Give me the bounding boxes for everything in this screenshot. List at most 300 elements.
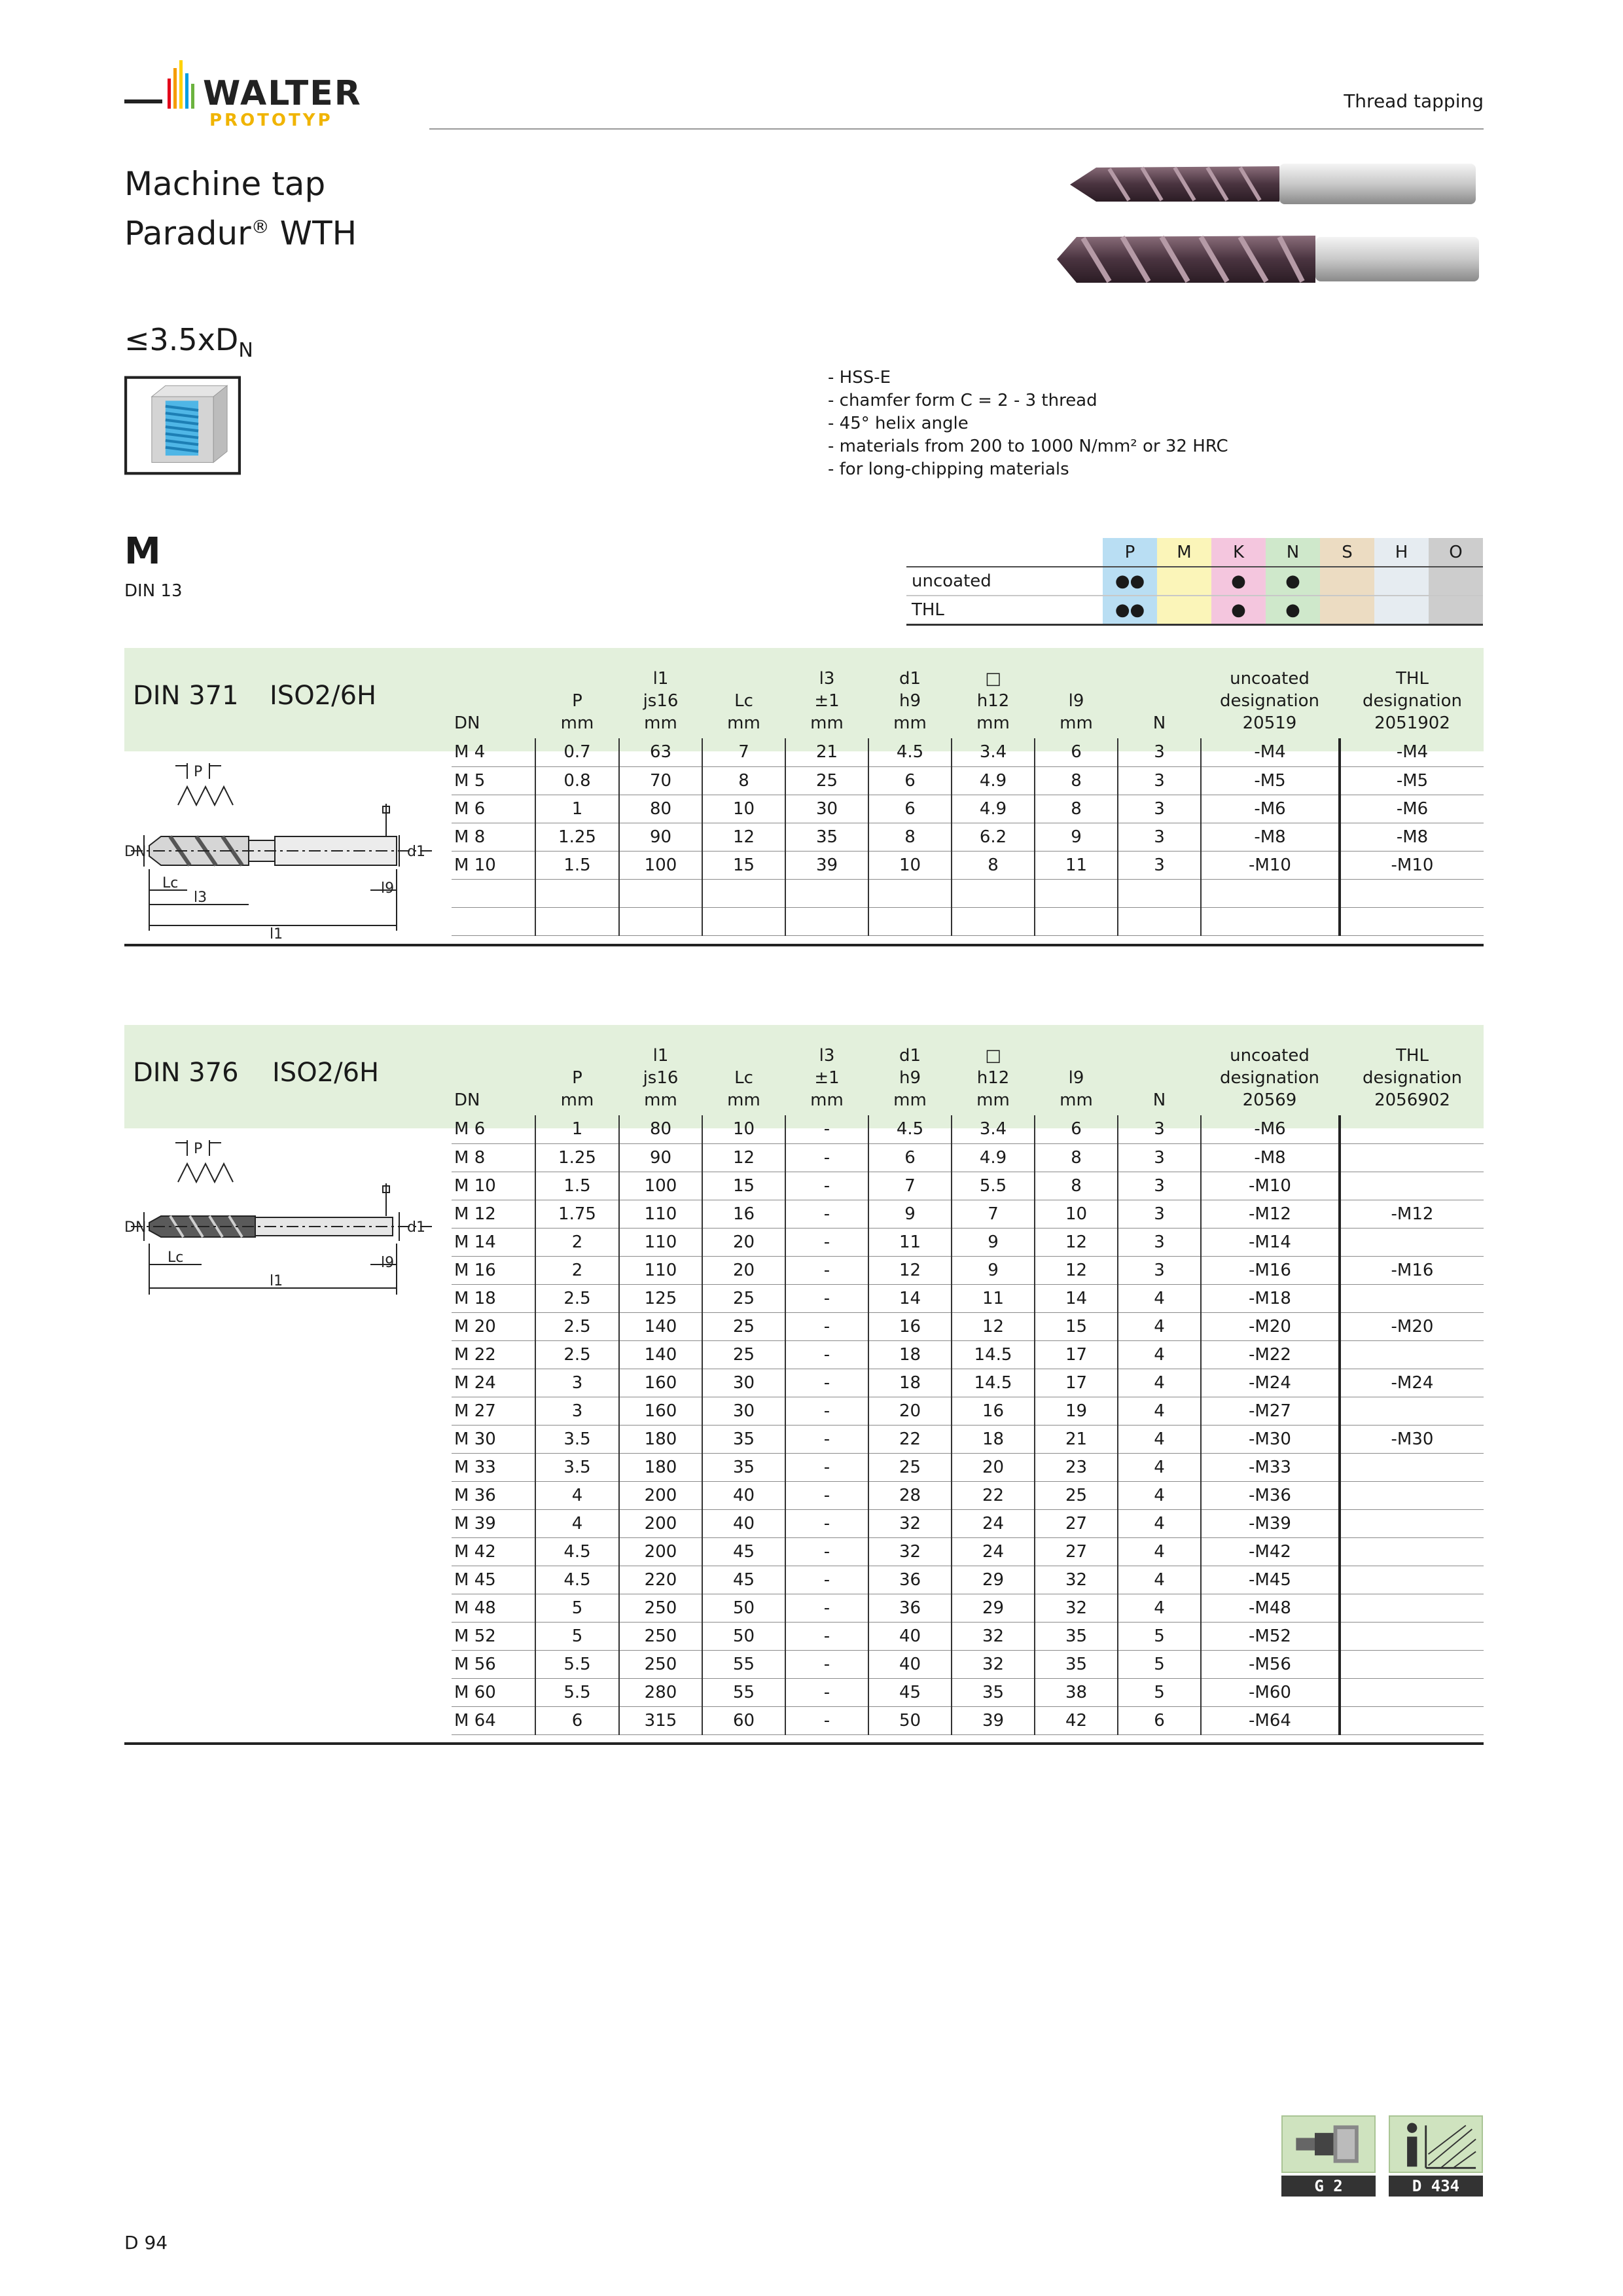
table-cell: 3 xyxy=(1118,823,1201,851)
table-cell xyxy=(1340,1172,1484,1200)
column-header xyxy=(785,1045,868,1115)
matrix-cell: ● xyxy=(1211,567,1266,596)
column-header-line: uncoated xyxy=(1230,1046,1310,1066)
table-cell: 4 xyxy=(1118,1312,1201,1340)
table-cell: -M10 xyxy=(1201,1172,1340,1200)
table-cell: 5 xyxy=(535,1622,619,1650)
table-cell: 11 xyxy=(952,1284,1035,1312)
table-cell: 12 xyxy=(952,1312,1035,1340)
column-header-line: l9 xyxy=(1068,1068,1084,1088)
table-cell: M 22 xyxy=(452,1340,535,1369)
table-cell: 40 xyxy=(702,1481,785,1509)
table-cell: M 5 xyxy=(452,766,535,795)
table-row xyxy=(452,766,1484,795)
table-cell: 160 xyxy=(619,1369,702,1397)
table-cell: 32 xyxy=(868,1537,952,1566)
matrix-row-label: THL xyxy=(906,596,1103,624)
drawing-label-lc: Lc xyxy=(162,875,179,891)
table-cell: 3.5 xyxy=(535,1425,619,1453)
table-cell: M 12 xyxy=(452,1200,535,1228)
table-row xyxy=(452,823,1484,851)
table-cell: - xyxy=(785,1622,868,1650)
table-cell: 5 xyxy=(1118,1650,1201,1678)
drawing-label-l3: l3 xyxy=(194,889,207,906)
table-cell: 29 xyxy=(952,1594,1035,1622)
table-cell xyxy=(1340,1453,1484,1481)
table-cell: 25 xyxy=(785,766,868,795)
table-cell: 4.9 xyxy=(952,766,1035,795)
table-cell: 200 xyxy=(619,1509,702,1537)
column-header-line: mm xyxy=(976,1090,1010,1110)
table-cell xyxy=(868,879,952,907)
table-cell: 28 xyxy=(868,1481,952,1509)
table-cell: M 45 xyxy=(452,1566,535,1594)
product-title xyxy=(124,162,357,255)
column-header-line: designation xyxy=(1363,691,1462,711)
table-row xyxy=(452,1115,1484,1143)
matrix-header-row xyxy=(906,538,1483,567)
table-cell: M 30 xyxy=(452,1425,535,1453)
table-cell: -M27 xyxy=(1201,1397,1340,1425)
table-cell: 15 xyxy=(702,851,785,879)
column-header-line xyxy=(454,668,535,690)
material-group-letter: M xyxy=(124,530,161,573)
table-cell: 11 xyxy=(1035,851,1118,879)
table-row xyxy=(452,1312,1484,1340)
table-row xyxy=(452,1594,1484,1622)
table-cell: -M30 xyxy=(1340,1425,1484,1453)
table-cell: 32 xyxy=(1035,1566,1118,1594)
table-cell: M 60 xyxy=(452,1678,535,1706)
table-cell: -M56 xyxy=(1201,1650,1340,1678)
table-cell: M 33 xyxy=(452,1453,535,1481)
table-row xyxy=(452,1200,1484,1228)
table-cell xyxy=(702,879,785,907)
table-cell: -M8 xyxy=(1340,823,1484,851)
table-row xyxy=(452,1143,1484,1172)
table-cell: 4 xyxy=(1118,1594,1201,1622)
column-header-line: h12 xyxy=(976,1068,1010,1088)
table-cell: -M22 xyxy=(1201,1340,1340,1369)
column-header xyxy=(952,668,1035,738)
column-header xyxy=(1118,668,1201,738)
table-cell: 4 xyxy=(1118,1566,1201,1594)
matrix-cell: ● xyxy=(1266,567,1320,596)
table-cell xyxy=(1340,1228,1484,1256)
table-cell: -M6 xyxy=(1201,1115,1340,1143)
reference-g2[interactable] xyxy=(1281,2115,1376,2197)
column-header xyxy=(1201,1045,1340,1115)
table-cell: -M52 xyxy=(1201,1622,1340,1650)
table-cell: 10 xyxy=(702,795,785,823)
table-cell: 39 xyxy=(952,1706,1035,1734)
table-cell xyxy=(785,907,868,935)
din371-table-body xyxy=(452,738,1484,935)
table-cell: M 18 xyxy=(452,1284,535,1312)
column-header-line: □ xyxy=(985,669,1001,689)
table-cell xyxy=(1035,879,1118,907)
table-cell: 4.9 xyxy=(952,795,1035,823)
table-cell: 8 xyxy=(868,823,952,851)
table-cell: - xyxy=(785,1481,868,1509)
table-cell xyxy=(1340,1115,1484,1143)
table-cell: M 20 xyxy=(452,1312,535,1340)
din376-table-header xyxy=(452,1045,1484,1115)
svg-text:WALTER: WALTER xyxy=(203,74,362,113)
header-row xyxy=(452,1045,1484,1115)
matrix-cell: ● xyxy=(1266,596,1320,624)
table-cell: 18 xyxy=(952,1425,1035,1453)
table-cell: 27 xyxy=(1035,1509,1118,1537)
column-header-line: designation xyxy=(1220,691,1319,711)
column-header-line: 2056902 xyxy=(1374,1090,1450,1110)
table-cell: 32 xyxy=(1035,1594,1118,1622)
din371-table-header xyxy=(452,668,1484,738)
column-header-line: mm xyxy=(810,713,844,733)
table-cell: 40 xyxy=(702,1509,785,1537)
column-header-line xyxy=(1035,1045,1118,1067)
table-cell: 9 xyxy=(952,1256,1035,1284)
column-header-line: ±1 xyxy=(814,691,840,711)
table-cell: 200 xyxy=(619,1537,702,1566)
table-cell: -M60 xyxy=(1201,1678,1340,1706)
table-cell: 4.5 xyxy=(868,738,952,766)
table-cell: - xyxy=(785,1678,868,1706)
column-header-line: □ xyxy=(985,1046,1001,1066)
table-cell: 36 xyxy=(868,1566,952,1594)
table-cell: 12 xyxy=(702,823,785,851)
matrix-col-o: O xyxy=(1429,538,1483,567)
table-cell: 36 xyxy=(868,1594,952,1622)
matrix-col-k: K xyxy=(1211,538,1266,567)
table-row xyxy=(452,1537,1484,1566)
column-header xyxy=(535,1045,619,1115)
table-cell: 6 xyxy=(868,766,952,795)
table-cell: 40 xyxy=(868,1622,952,1650)
column-header-line: mm xyxy=(1060,713,1093,733)
table-cell xyxy=(1340,1481,1484,1509)
table-cell: 110 xyxy=(619,1228,702,1256)
table-cell xyxy=(1340,1678,1484,1706)
drawing-label-d1: d1 xyxy=(407,1219,425,1236)
column-header-line: mm xyxy=(893,713,927,733)
depth-rating: $\le 3.5xD_N$ xyxy=(124,322,253,363)
table-cell: 3 xyxy=(1118,795,1201,823)
table-cell xyxy=(1340,907,1484,935)
table-cell xyxy=(952,907,1035,935)
table-cell: 80 xyxy=(619,1115,702,1143)
table-cell: 1 xyxy=(535,795,619,823)
table-cell: 30 xyxy=(702,1369,785,1397)
table-cell: M 14 xyxy=(452,1228,535,1256)
table-cell: 1.5 xyxy=(535,851,619,879)
table-cell: 55 xyxy=(702,1650,785,1678)
table-row xyxy=(452,907,1484,935)
table-cell: - xyxy=(785,1509,868,1537)
table-cell: -M12 xyxy=(1201,1200,1340,1228)
table-cell: -M8 xyxy=(1201,823,1340,851)
drawing-label-lc: Lc xyxy=(168,1249,184,1266)
table-cell: M 42 xyxy=(452,1537,535,1566)
header-row xyxy=(452,668,1484,738)
table-cell: 6 xyxy=(868,795,952,823)
table-cell: 50 xyxy=(702,1622,785,1650)
column-header-line: d1 xyxy=(899,669,921,689)
column-header xyxy=(452,1045,535,1115)
table-cell: 11 xyxy=(868,1228,952,1256)
table-cell: 0.7 xyxy=(535,738,619,766)
column-header xyxy=(785,668,868,738)
table-cell: 45 xyxy=(868,1678,952,1706)
table-row xyxy=(452,1172,1484,1200)
table-cell: 315 xyxy=(619,1706,702,1734)
table-cell xyxy=(1340,879,1484,907)
table-cell: 4.5 xyxy=(535,1537,619,1566)
table-cell: 10 xyxy=(1035,1200,1118,1228)
table-cell: 3.5 xyxy=(535,1453,619,1481)
column-header xyxy=(952,1045,1035,1115)
table-cell: 2.5 xyxy=(535,1284,619,1312)
table-cell: 6 xyxy=(1118,1706,1201,1734)
table-cell: 30 xyxy=(702,1397,785,1425)
table-cell: 6 xyxy=(868,1143,952,1172)
table-cell: 23 xyxy=(1035,1453,1118,1481)
table-cell: 6 xyxy=(535,1706,619,1734)
table-cell: 3 xyxy=(1118,1143,1201,1172)
din371-bottom-rule xyxy=(124,944,1484,946)
table-cell: M 6 xyxy=(452,1115,535,1143)
table-cell xyxy=(1340,1537,1484,1566)
table-cell: 3 xyxy=(1118,1228,1201,1256)
table-cell: 39 xyxy=(785,851,868,879)
column-header-line: h9 xyxy=(899,691,921,711)
table-cell: -M6 xyxy=(1340,795,1484,823)
table-cell: 6 xyxy=(1035,1115,1118,1143)
table-cell: -M10 xyxy=(1340,851,1484,879)
table-cell: 14.5 xyxy=(952,1369,1035,1397)
table-cell: 50 xyxy=(702,1594,785,1622)
column-header-line: designation xyxy=(1363,1068,1462,1088)
table-cell: -M4 xyxy=(1201,738,1340,766)
table-cell: 20 xyxy=(702,1228,785,1256)
table-row xyxy=(452,1453,1484,1481)
table-cell: -M45 xyxy=(1201,1566,1340,1594)
table-cell: 18 xyxy=(868,1340,952,1369)
table-cell: 5 xyxy=(1118,1622,1201,1650)
column-header xyxy=(452,668,535,738)
material-matrix xyxy=(906,538,1483,626)
table-cell: 12 xyxy=(1035,1228,1118,1256)
column-header-line: THL xyxy=(1396,1046,1429,1066)
matrix-row-thl xyxy=(906,596,1483,624)
column-header-line: DN xyxy=(454,713,480,733)
table-cell: - xyxy=(785,1566,868,1594)
column-header-line: DN xyxy=(454,1090,480,1110)
table-row xyxy=(452,1397,1484,1425)
table-cell: 100 xyxy=(619,851,702,879)
table-cell: 4.5 xyxy=(535,1566,619,1594)
table-cell: 3 xyxy=(1118,1115,1201,1143)
table-cell: M 36 xyxy=(452,1481,535,1509)
table-cell: M 52 xyxy=(452,1622,535,1650)
page-number: D 94 xyxy=(124,2232,168,2253)
table-cell: 2.5 xyxy=(535,1312,619,1340)
svg-text:PROTOTYP: PROTOTYP xyxy=(209,111,333,130)
column-header xyxy=(1340,668,1484,738)
table-cell xyxy=(1340,1143,1484,1172)
table-cell: - xyxy=(785,1228,868,1256)
title-line-1: Machine tap xyxy=(124,165,326,203)
table-cell: 4 xyxy=(1118,1453,1201,1481)
table-cell: 4 xyxy=(1118,1509,1201,1537)
column-header-line: 20569 xyxy=(1242,1090,1297,1110)
din376-table xyxy=(452,1045,1484,1735)
table-cell: M 64 xyxy=(452,1706,535,1734)
column-header-line: mm xyxy=(644,1090,677,1110)
table-cell: 1.25 xyxy=(535,1143,619,1172)
table-cell: 160 xyxy=(619,1397,702,1425)
table-row xyxy=(452,795,1484,823)
table-cell: 20 xyxy=(952,1453,1035,1481)
table-cell: - xyxy=(785,1453,868,1481)
table-cell: 14.5 xyxy=(952,1340,1035,1369)
matrix-cell: ●● xyxy=(1103,596,1157,624)
table-cell: 15 xyxy=(702,1172,785,1200)
table-cell: 3.4 xyxy=(952,738,1035,766)
column-header-line: l9 xyxy=(1068,691,1084,711)
table-cell xyxy=(1340,1594,1484,1622)
column-header-line: h12 xyxy=(976,691,1010,711)
matrix-col-n: N xyxy=(1266,538,1320,567)
table-cell xyxy=(1340,1397,1484,1425)
table-cell: M 8 xyxy=(452,1143,535,1172)
table-cell: - xyxy=(785,1172,868,1200)
table-row xyxy=(452,1509,1484,1537)
table-cell: 7 xyxy=(868,1172,952,1200)
table-cell: - xyxy=(785,1115,868,1143)
table-cell: 10 xyxy=(702,1115,785,1143)
table-cell: 3.4 xyxy=(952,1115,1035,1143)
column-header-line xyxy=(454,690,535,712)
matrix-cell xyxy=(1157,567,1211,596)
din371-tap-drawing xyxy=(124,754,445,941)
table-cell: 7 xyxy=(702,738,785,766)
column-header-line: 2051902 xyxy=(1374,713,1450,733)
table-cell: M 4 xyxy=(452,738,535,766)
din376-table-body xyxy=(452,1115,1484,1734)
table-cell: - xyxy=(785,1650,868,1678)
table-cell: M 16 xyxy=(452,1256,535,1284)
table-cell xyxy=(1340,1622,1484,1650)
matrix-cell: ● xyxy=(1211,596,1266,624)
table-cell: 29 xyxy=(952,1566,1035,1594)
table-cell: 3 xyxy=(1118,851,1201,879)
column-header-line xyxy=(1035,668,1118,690)
column-header-line: uncoated xyxy=(1230,669,1310,689)
table-cell: M 39 xyxy=(452,1509,535,1537)
table-cell: 16 xyxy=(702,1200,785,1228)
column-header-line: P xyxy=(572,691,582,711)
feature-item: - chamfer form C = 2 - 3 thread xyxy=(828,391,1097,410)
column-header-line: mm xyxy=(644,713,677,733)
table-cell: 3 xyxy=(535,1369,619,1397)
reference-d434[interactable] xyxy=(1389,2115,1483,2197)
table-cell: 63 xyxy=(619,738,702,766)
table-cell: -M42 xyxy=(1201,1537,1340,1566)
reference-d434-label: D 434 xyxy=(1389,2176,1483,2197)
column-header-line: h9 xyxy=(899,1068,921,1088)
table-cell: - xyxy=(785,1537,868,1566)
table-cell: -M4 xyxy=(1340,738,1484,766)
table-cell: 32 xyxy=(952,1622,1035,1650)
reference-g2-label: G 2 xyxy=(1281,2176,1376,2197)
table-cell: 110 xyxy=(619,1200,702,1228)
column-header xyxy=(1340,1045,1484,1115)
column-header-line: N xyxy=(1152,1090,1166,1110)
table-cell: 17 xyxy=(1035,1340,1118,1369)
table-cell xyxy=(1201,879,1340,907)
section-title: Thread tapping xyxy=(1344,90,1484,112)
table-cell: 12 xyxy=(868,1256,952,1284)
table-cell: 5 xyxy=(535,1594,619,1622)
table-cell: -M6 xyxy=(1201,795,1340,823)
din376-standard: DIN 376 xyxy=(133,1058,239,1088)
table-cell xyxy=(1340,1706,1484,1734)
table-cell: - xyxy=(785,1340,868,1369)
table-cell: 16 xyxy=(952,1397,1035,1425)
table-cell: 3 xyxy=(1118,1256,1201,1284)
table-cell: 4 xyxy=(535,1509,619,1537)
column-header-line xyxy=(1118,668,1201,690)
table-cell: 4 xyxy=(1118,1369,1201,1397)
table-cell xyxy=(1118,879,1201,907)
walter-prototyp-logo xyxy=(124,60,399,132)
table-cell: 22 xyxy=(868,1425,952,1453)
table-cell xyxy=(702,907,785,935)
table-cell: -M10 xyxy=(1201,851,1340,879)
table-cell xyxy=(1340,1340,1484,1369)
table-cell: 4 xyxy=(1118,1340,1201,1369)
table-cell: - xyxy=(785,1256,868,1284)
column-header xyxy=(1118,1045,1201,1115)
table-cell: -M24 xyxy=(1340,1369,1484,1397)
table-cell: M 56 xyxy=(452,1650,535,1678)
matrix-col-s: S xyxy=(1320,538,1374,567)
table-cell: 45 xyxy=(702,1566,785,1594)
table-cell: 8 xyxy=(1035,795,1118,823)
column-header xyxy=(868,668,952,738)
table-cell: 8 xyxy=(1035,766,1118,795)
table-cell: 40 xyxy=(868,1650,952,1678)
table-cell: 16 xyxy=(868,1312,952,1340)
matrix-cell xyxy=(1320,596,1374,624)
table-cell: -M48 xyxy=(1201,1594,1340,1622)
table-cell xyxy=(1118,907,1201,935)
column-header-line: mm xyxy=(893,1090,927,1110)
table-cell: M 6 xyxy=(452,795,535,823)
table-cell: -M24 xyxy=(1201,1369,1340,1397)
matrix-cell xyxy=(1429,567,1483,596)
table-row xyxy=(452,1650,1484,1678)
table-cell: 125 xyxy=(619,1284,702,1312)
column-header-line: l1 xyxy=(652,669,669,689)
table-cell: 200 xyxy=(619,1481,702,1509)
threaded-hole-icon xyxy=(124,376,241,475)
table-row xyxy=(452,1622,1484,1650)
matrix-cell xyxy=(1374,596,1429,624)
table-cell: 1.25 xyxy=(535,823,619,851)
column-header-line xyxy=(702,668,785,690)
